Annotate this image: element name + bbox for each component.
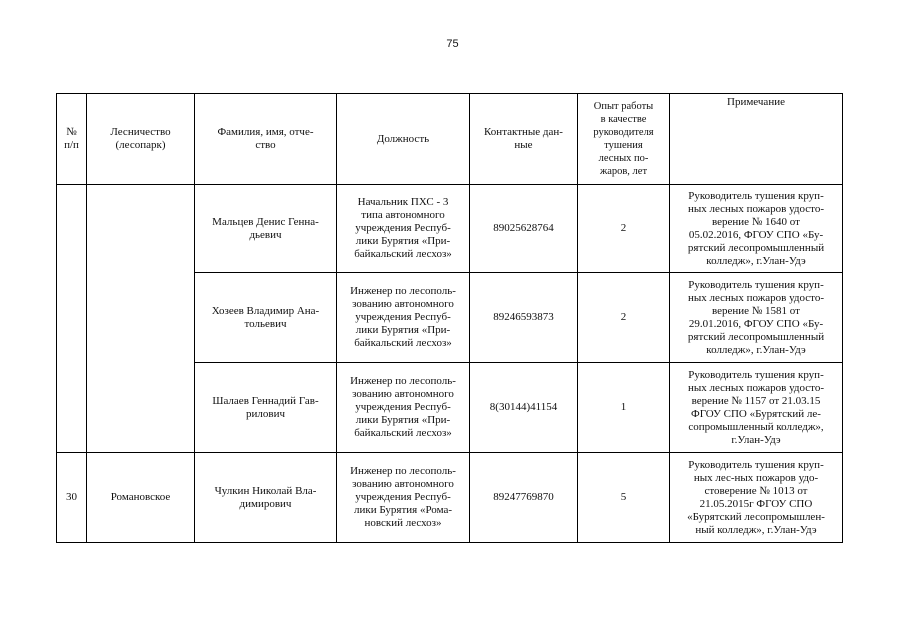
cell-name: Мальцев Денис Генна- дьевич xyxy=(195,185,337,273)
cell-note: Руководитель тушения круп- ных лес-ных пожаров удо- стоверение № 1013 от 21.05.2015г ФГОУ СПО «Бурятский лесопромышлен- ный колледж», г.Улан-Удэ xyxy=(670,453,843,543)
cell-position: Инженер по лесополь- зованию автономного учреждения Респуб- лики Бурятия «При- байкальский лесхоз» xyxy=(337,363,470,453)
cell-position: Начальник ПХС - 3 типа автономного учреждения Респуб- лики Бурятия «При- байкальский лесхоз» xyxy=(337,185,470,273)
cell-name: Чулкин Николай Вла- димирович xyxy=(195,453,337,543)
header-name: Фамилия, имя, отче- ство xyxy=(195,94,337,185)
cell-experience: 2 xyxy=(578,185,670,273)
cell-position: Инженер по лесополь- зованию автономного учреждения Респуб- лики Бурятия «При- байкальский лесхоз» xyxy=(337,273,470,363)
cell-contacts: 89247769870 xyxy=(470,453,578,543)
cell-experience: 2 xyxy=(578,273,670,363)
cell-contacts: 89246593873 xyxy=(470,273,578,363)
page-number: 75 xyxy=(446,38,459,50)
header-experience: Опыт работы в качестве руководителя тушения лесных по- жаров, лет xyxy=(578,94,670,185)
header-note: Примечание xyxy=(670,94,843,185)
cell-contacts: 8(30144)41154 xyxy=(470,363,578,453)
cell-name: Шалаев Геннадий Гав- рилович xyxy=(195,363,337,453)
cell-num: 30 xyxy=(57,453,87,543)
table-row xyxy=(57,453,843,543)
cell-forestry: Романовское xyxy=(87,453,195,543)
personnel-table xyxy=(56,93,843,543)
cell-experience: 1 xyxy=(578,363,670,453)
cell-note: Руководитель тушения круп- ных лесных пожаров удосто- верение № 1581 от 29.01.2016, ФГОУ СПО «Бу- рятский лесопромышленный колледж», г.Улан-Удэ xyxy=(670,273,843,363)
cell-position: Инженер по лесополь- зованию автономного учреждения Респуб- лики Бурятия «Рома- новский лесхоз» xyxy=(337,453,470,543)
header-num: № п/п xyxy=(57,94,87,185)
table-header-row xyxy=(57,94,843,185)
header-forestry: Лесничество (лесопарк) xyxy=(87,94,195,185)
cell-experience: 5 xyxy=(578,453,670,543)
header-position: Должность xyxy=(337,94,470,185)
cell-forestry-merged xyxy=(87,185,195,453)
cell-note: Руководитель тушения круп- ных лесных пожаров удосто- верение № 1157 от 21.03.15 ФГОУ СПО «Бурятский ле- сопромышленный колледж», г.Улан-Удэ xyxy=(670,363,843,453)
cell-num-merged xyxy=(57,185,87,453)
cell-contacts: 89025628764 xyxy=(470,185,578,273)
cell-note: Руководитель тушения круп- ных лесных пожаров удосто- верение № 1640 от 05.02.2016, ФГОУ СПО «Бу- рятский лесопромышленный колледж», г.Улан-Удэ xyxy=(670,185,843,273)
header-contacts: Контактные дан- ные xyxy=(470,94,578,185)
table-row xyxy=(57,185,843,273)
cell-name: Хозеев Владимир Ана- тольевич xyxy=(195,273,337,363)
